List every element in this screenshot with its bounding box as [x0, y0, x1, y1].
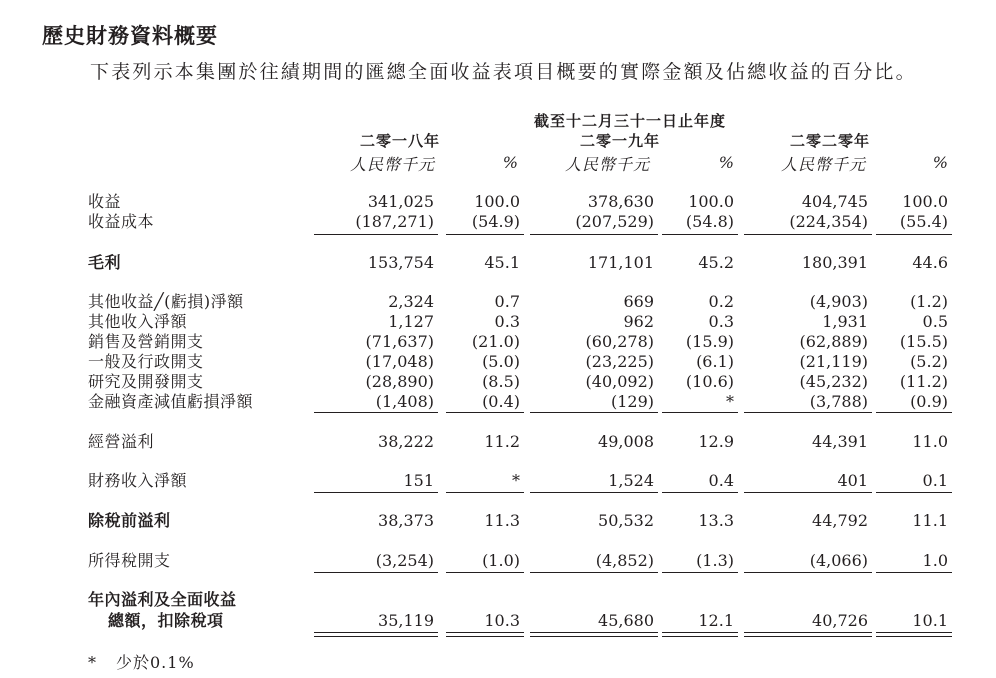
subtotal-rule: [314, 572, 438, 573]
cell-value: (8.5): [482, 372, 520, 391]
row-label: 一般及行政開支: [88, 352, 204, 371]
cell-value: 11.1: [912, 511, 948, 530]
table-row: [0, 372, 996, 392]
cell-value: (21,119): [799, 352, 868, 371]
table-row: [0, 312, 996, 332]
cell-value: 12.9: [698, 432, 734, 451]
unit-label-2018: 人民幣千元: [349, 155, 435, 174]
row-label: 經營溢利: [88, 432, 155, 451]
cell-value: 0.1: [922, 471, 948, 490]
cell-value: (6.1): [696, 352, 734, 371]
cell-value: 0.3: [708, 312, 734, 331]
subtotal-rule: [446, 412, 524, 413]
table-row: [0, 471, 996, 491]
cell-value: (1,408): [375, 392, 434, 411]
table-row: [0, 212, 996, 232]
row-label: 研究及開發開支: [88, 372, 204, 391]
unit-label-2020: 人民幣千元: [780, 155, 866, 174]
intro-paragraph: 下表列示本集團於往績期間的匯總全面收益表項目概要的實際金額及佔總收益的百分比。: [90, 61, 917, 83]
subtotal-rule: [876, 234, 952, 235]
cell-value: (54.9): [471, 212, 520, 231]
footnote-marker: *: [88, 653, 97, 672]
cell-value: (1.2): [910, 292, 948, 311]
subtotal-rule: [446, 572, 524, 573]
total-double-rule: [662, 632, 738, 637]
cell-value: (10.6): [685, 372, 734, 391]
cell-value: 0.3: [494, 312, 520, 331]
table-row: [0, 392, 996, 412]
cell-value: (15.5): [899, 332, 948, 351]
cell-value: (5.0): [482, 352, 520, 371]
subtotal-rule: [530, 492, 658, 493]
cell-value: 0.5: [922, 312, 948, 331]
cell-value: 45.1: [484, 253, 520, 272]
period-header: 截至十二月三十一日止年度: [533, 112, 726, 130]
total-double-rule: [314, 632, 438, 637]
year-header-2019: 二零一九年: [579, 132, 660, 150]
subtotal-rule: [662, 492, 738, 493]
cell-value: 669: [623, 292, 654, 311]
cell-value: 10.1: [912, 611, 948, 630]
percent-label-2018: %: [502, 153, 518, 172]
table-row: [0, 511, 996, 531]
cell-value: (54.8): [685, 212, 734, 231]
cell-value: (1.0): [482, 551, 520, 570]
cell-value: (15.9): [685, 332, 734, 351]
cell-value: 11.2: [484, 432, 520, 451]
subtotal-rule: [662, 234, 738, 235]
subtotal-rule: [662, 412, 738, 413]
subtotal-rule: [530, 412, 658, 413]
cell-value: *: [512, 471, 520, 490]
subtotal-rule: [876, 412, 952, 413]
year-header-2020: 二零二零年: [789, 132, 870, 150]
total-double-rule: [744, 632, 872, 637]
cell-value: (4,852): [595, 551, 654, 570]
cell-value: 0.2: [708, 292, 734, 311]
cell-value: (4,066): [809, 551, 868, 570]
subtotal-rule: [314, 234, 438, 235]
total-double-rule: [530, 632, 658, 637]
cell-value: 10.3: [484, 611, 520, 630]
cell-value: *: [726, 392, 734, 411]
subtotal-rule: [446, 234, 524, 235]
cell-value: 180,391: [801, 253, 868, 272]
total-double-rule: [446, 632, 524, 637]
row-label: 收益: [88, 192, 122, 211]
row-label: 金融資產減值虧損淨額: [88, 392, 254, 411]
total-double-rule: [876, 632, 952, 637]
cell-value: 38,222: [378, 432, 434, 451]
subtotal-rule: [744, 412, 872, 413]
percent-label-2019: %: [718, 153, 734, 172]
row-label-line1: 年內溢利及全面收益: [88, 590, 237, 609]
cell-value: 378,630: [587, 192, 654, 211]
cell-value: 35,119: [378, 611, 434, 630]
subtotal-rule: [530, 572, 658, 573]
cell-value: (129): [610, 392, 654, 411]
cell-value: (17,048): [365, 352, 434, 371]
row-label: 所得稅開支: [88, 551, 171, 570]
subtotal-rule: [744, 572, 872, 573]
table-row: [0, 192, 996, 212]
cell-value: 171,101: [587, 253, 654, 272]
subtotal-rule: [744, 234, 872, 235]
cell-value: 40,726: [812, 611, 868, 630]
cell-value: (1.3): [696, 551, 734, 570]
cell-value: 404,745: [801, 192, 868, 211]
cell-value: 100.0: [688, 192, 734, 211]
cell-value: 49,008: [598, 432, 654, 451]
table-row: [0, 253, 996, 273]
cell-value: 12.1: [698, 611, 734, 630]
row-label: 財務收入淨額: [88, 471, 188, 490]
cell-value: (23,225): [585, 352, 654, 371]
subtotal-rule: [314, 412, 438, 413]
cell-value: 0.7: [494, 292, 520, 311]
row-label: 毛利: [88, 253, 122, 272]
cell-value: (187,271): [355, 212, 434, 231]
footnote-text: 少於0.1%: [116, 653, 195, 672]
row-label-line2: 總額，扣除稅項: [108, 611, 224, 630]
row-label: 除稅前溢利: [88, 511, 171, 530]
cell-value: 100.0: [474, 192, 520, 211]
unit-label-2019: 人民幣千元: [564, 155, 650, 174]
cell-value: (60,278): [585, 332, 654, 351]
cell-value: (21.0): [471, 332, 520, 351]
row-label: 其他收入淨額: [88, 312, 188, 331]
cell-value: 153,754: [367, 253, 434, 272]
table-row: [0, 590, 996, 634]
table-row: [0, 292, 996, 312]
table-row: [0, 352, 996, 372]
footnote: [88, 650, 195, 673]
cell-value: (71,637): [365, 332, 434, 351]
cell-value: 44,792: [812, 511, 868, 530]
cell-value: (0.9): [910, 392, 948, 411]
subtotal-rule: [876, 492, 952, 493]
table-row: [0, 332, 996, 352]
cell-value: (207,529): [575, 212, 654, 231]
cell-value: 341,025: [367, 192, 434, 211]
cell-value: 38,373: [378, 511, 434, 530]
cell-value: 2,324: [388, 292, 434, 311]
cell-value: (3,254): [375, 551, 434, 570]
cell-value: (3,788): [809, 392, 868, 411]
row-label: 銷售及營銷開支: [88, 332, 204, 351]
subtotal-rule: [530, 234, 658, 235]
cell-value: 1,127: [388, 312, 434, 331]
cell-value: 962: [623, 312, 654, 331]
cell-value: (224,354): [789, 212, 868, 231]
subtotal-rule: [446, 492, 524, 493]
row-label: 收益成本: [88, 212, 155, 231]
cell-value: 11.3: [484, 511, 520, 530]
cell-value: 13.3: [698, 511, 734, 530]
cell-value: (4,903): [809, 292, 868, 311]
cell-value: 11.0: [912, 432, 948, 451]
cell-value: 44,391: [812, 432, 868, 451]
year-header-2018: 二零一八年: [359, 132, 440, 150]
cell-value: (40,092): [585, 372, 654, 391]
subtotal-rule: [314, 492, 438, 493]
cell-value: 1,931: [822, 312, 868, 331]
cell-value: 151: [403, 471, 434, 490]
cell-value: 45.2: [698, 253, 734, 272]
subtotal-rule: [662, 572, 738, 573]
subtotal-rule: [876, 572, 952, 573]
cell-value: 0.4: [708, 471, 734, 490]
cell-value: 100.0: [902, 192, 948, 211]
row-label: 其他收益╱(虧損)淨額: [88, 292, 244, 311]
cell-value: (11.2): [899, 372, 948, 391]
subtotal-rule: [744, 492, 872, 493]
cell-value: 401: [837, 471, 868, 490]
cell-value: 45,680: [598, 611, 654, 630]
cell-value: (55.4): [899, 212, 948, 231]
cell-value: (62,889): [799, 332, 868, 351]
cell-value: 1.0: [922, 551, 948, 570]
table-row: [0, 432, 996, 452]
cell-value: 50,532: [598, 511, 654, 530]
cell-value: (0.4): [482, 392, 520, 411]
section-title: 歷史財務資料概要: [42, 23, 218, 48]
percent-label-2020: %: [932, 153, 948, 172]
table-row: [0, 551, 996, 571]
cell-value: 1,524: [608, 471, 654, 490]
cell-value: (28,890): [365, 372, 434, 391]
cell-value: 44.6: [912, 253, 948, 272]
cell-value: (45,232): [799, 372, 868, 391]
cell-value: (5.2): [910, 352, 948, 371]
